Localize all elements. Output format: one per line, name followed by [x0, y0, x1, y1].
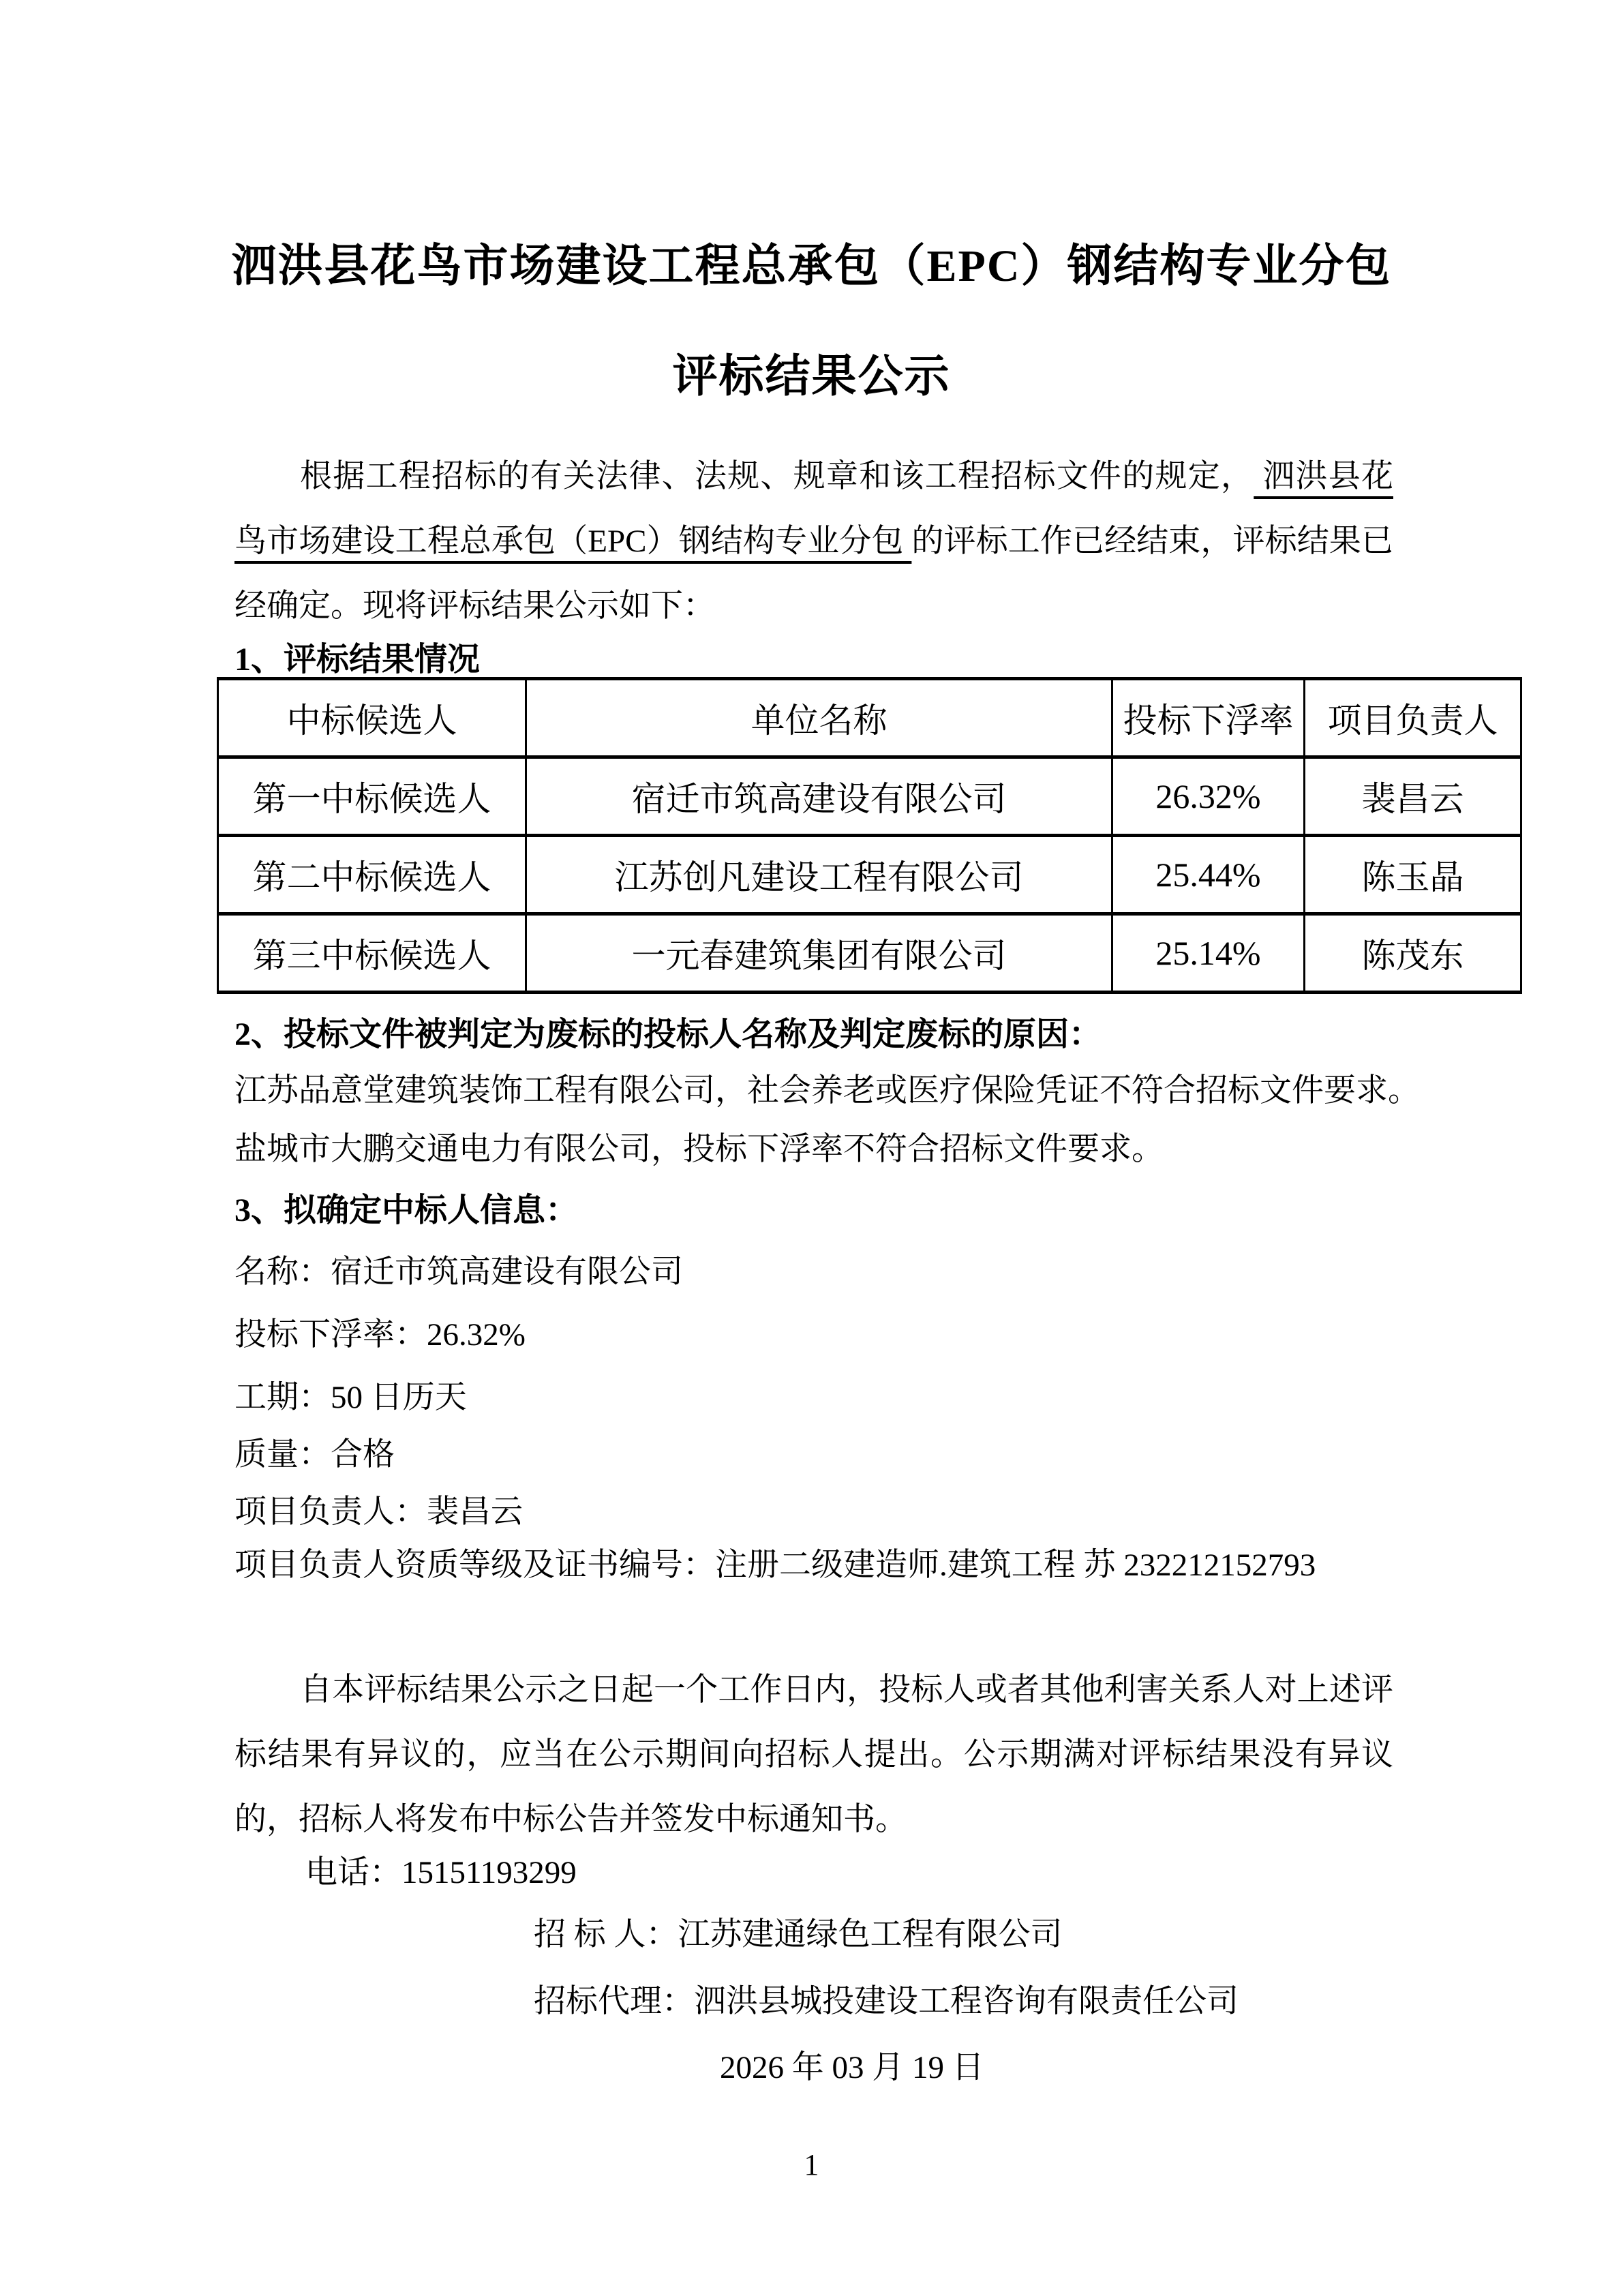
discount-cell: 26.32% [1112, 757, 1305, 836]
winner-quality-line: 质量：合格 [234, 1437, 395, 1472]
col-header-discount: 投标下浮率 [1112, 679, 1305, 757]
rejection-line-2: 盐城市大鹏交通电力有限公司，投标下浮率不符合招标文件要求。 [234, 1132, 1164, 1167]
winner-duration-line: 工期：50 日历天 [234, 1380, 467, 1415]
winner-name-line: 名称：宿迁市筑高建设有限公司 [234, 1254, 683, 1290]
col-header-candidate: 中标候选人 [218, 679, 526, 757]
col-header-company: 单位名称 [526, 679, 1112, 757]
tenderer-line: 招 标 人：江苏建通绿色工程有限公司 [534, 1917, 1063, 1952]
table-row [218, 914, 1521, 993]
company-cell: 宿迁市筑高建设有限公司 [526, 757, 1112, 836]
date-line: 2026 年 03 月 19 日 [720, 2050, 984, 2085]
candidate-cell: 第一中标候选人 [218, 757, 526, 836]
results-table [217, 677, 1522, 994]
candidate-cell: 第二中标候选人 [218, 836, 526, 914]
manager-certificate-line: 项目负责人资质等级及证书编号：注册二级建造师.建筑工程 苏 232212152793 [234, 1547, 1316, 1583]
section1-heading: 1、评标结果情况 [234, 641, 481, 678]
winner-discount-line: 投标下浮率：26.32% [234, 1317, 526, 1353]
phone-line: 电话：15151193299 [305, 1855, 577, 1890]
candidate-cell: 第三中标候选人 [218, 914, 526, 993]
page-number: 1 [804, 2148, 819, 2181]
document-title-line1: 泗洪县花鸟市场建设工程总承包（EPC）钢结构专业分包 [231, 241, 1392, 291]
table-row [218, 836, 1521, 914]
project-name-underlined: 泗洪县花鸟市场建设工程总承包（EPC）钢结构专业分包 [234, 459, 1393, 559]
document-title-line2: 评标结果公示 [672, 352, 951, 402]
agency-line: 招标代理：泗洪县城投建设工程咨询有限责任公司 [534, 1984, 1239, 2019]
discount-cell: 25.14% [1112, 914, 1305, 993]
rejection-line-1: 江苏品意堂建筑装饰工程有限公司，社会养老或医疗保险凭证不符合招标文件要求。 [234, 1073, 1420, 1108]
intro-prefix: 根据工程招标的有关法律、法规、规章和该工程招标文件的规定， [300, 459, 1254, 494]
discount-cell: 25.44% [1112, 836, 1305, 914]
closing-paragraph: 自本评标结果公示之日起一个工作日内，投标人或者其他利害关系人对上述评标结果有异议的，应当在公示期间向招标人提出。公示期满对评标结果没有异议的，招标人将发布中标公告并签发中标通知书。 [234, 1672, 1393, 1837]
col-header-manager: 项目负责人 [1305, 679, 1521, 757]
company-cell: 江苏创凡建设工程有限公司 [526, 836, 1112, 914]
section2-heading: 2、投标文件被判定为废标的投标人名称及判定废标的原因： [234, 1016, 1102, 1053]
manager-cell: 陈玉晶 [1305, 836, 1521, 914]
section3-heading: 3、拟确定中标人信息： [234, 1192, 579, 1228]
winner-manager-line: 项目负责人：裴昌云 [234, 1494, 523, 1530]
intro-paragraph [234, 444, 1393, 639]
manager-cell: 裴昌云 [1305, 757, 1521, 836]
company-cell: 一元春建筑集团有限公司 [526, 914, 1112, 993]
intro-suffix: 的评标工作已经结束，评标结果已经确定。现将评标结果公示如下： [234, 524, 1393, 624]
table-header-row [218, 679, 1521, 757]
manager-cell: 陈茂东 [1305, 914, 1521, 993]
table-row [218, 757, 1521, 836]
